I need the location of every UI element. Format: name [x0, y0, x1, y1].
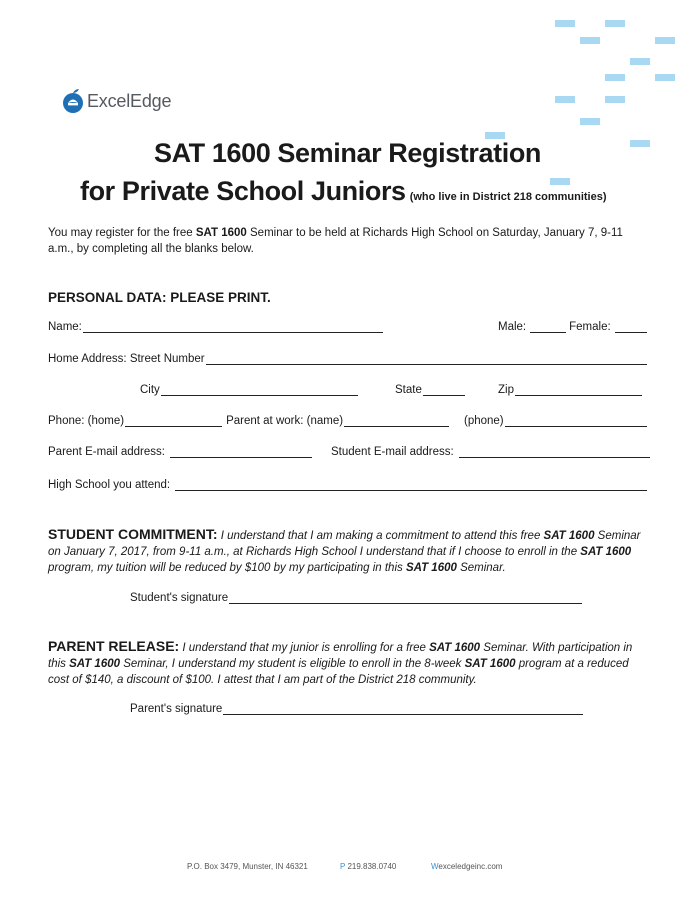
- commitment-text: program, my tuition will be reduced by $100 by my participating in this: [48, 562, 406, 574]
- parent-signature-label: Parent's signature: [130, 703, 223, 715]
- release-text: Seminar, I understand my student is eligible to enroll in the 8-week: [120, 658, 465, 670]
- student-commitment-paragraph: [48, 526, 648, 576]
- page-subtitle: [80, 176, 607, 207]
- parent-signature-field[interactable]: [223, 704, 583, 715]
- name-field[interactable]: [83, 322, 383, 333]
- footer-web: [431, 862, 502, 871]
- deco-block: [580, 118, 600, 125]
- deco-block: [655, 74, 675, 81]
- commitment-bold: SAT 1600: [405, 562, 457, 574]
- school-label: High School you attend:: [48, 479, 171, 491]
- parent-release-heading: PARENT RELEASE:: [48, 638, 180, 654]
- female-label: Female:: [569, 321, 611, 333]
- commitment-bold: SAT 1600: [580, 546, 632, 558]
- intro-text: You may register for the free: [48, 227, 196, 239]
- student-signature-label: Student's signature: [130, 592, 229, 604]
- logo-icon: [62, 88, 84, 114]
- footer-address: P.O. Box 3479, Munster, IN 46321: [187, 862, 308, 871]
- parent-phone-field[interactable]: [505, 416, 647, 427]
- commitment-bold: SAT 1600: [543, 530, 595, 542]
- footer-phone: [340, 862, 396, 871]
- web-prefix: W: [431, 862, 439, 871]
- intro-paragraph: [48, 225, 648, 257]
- deco-block: [580, 37, 600, 44]
- gender-row: [498, 321, 647, 333]
- release-text: Seminar. With participation in this: [48, 642, 633, 670]
- zip-row: [498, 384, 642, 396]
- parent-email-field[interactable]: [170, 447, 312, 458]
- release-text: I understand that my junior is enrolling for a free: [179, 642, 430, 654]
- parent-signature-row: [130, 703, 583, 715]
- phone-number: 219.838.0740: [347, 862, 397, 871]
- phone-home-label: Phone: (home): [48, 415, 125, 427]
- school-field[interactable]: [175, 480, 647, 491]
- state-label: State: [395, 384, 422, 396]
- female-field[interactable]: [615, 322, 647, 333]
- parent-work-field[interactable]: [344, 416, 449, 427]
- subtitle-text: for Private School Juniors: [80, 176, 406, 206]
- intro-bold: SAT 1600: [195, 227, 247, 239]
- subtitle-note: (who live in District 218 communities): [409, 191, 607, 203]
- parent-email-row: [48, 446, 312, 458]
- parent-phone-label: (phone): [464, 415, 504, 427]
- phone-home-field[interactable]: [125, 416, 222, 427]
- student-email-label: Student E-mail address:: [331, 446, 454, 458]
- state-row: [395, 384, 465, 396]
- zip-label: Zip: [498, 384, 514, 396]
- parent-email-label: Parent E-mail address:: [48, 446, 165, 458]
- commitment-text: I understand that I am making a commitment to attend this free: [217, 530, 544, 542]
- commitment-text: Seminar on January 7, 2017, from 9-11 a.m., at Richards High School I understand that if I choose to enroll in the: [48, 530, 641, 558]
- deco-block: [605, 74, 625, 81]
- address-label: Home Address: Street Number: [48, 353, 205, 365]
- deco-block: [630, 58, 650, 65]
- phone-row: [48, 415, 449, 427]
- release-bold: SAT 1600: [429, 642, 481, 654]
- name-row: [48, 321, 383, 333]
- parent-release-paragraph: [48, 638, 648, 688]
- zip-field[interactable]: [515, 385, 642, 396]
- deco-block: [605, 20, 625, 27]
- deco-block: [555, 20, 575, 27]
- release-bold: SAT 1600: [464, 658, 516, 670]
- school-row: [48, 479, 647, 491]
- parent-work-label: Parent at work: (name): [226, 415, 344, 427]
- parent-phone-row: [464, 415, 647, 427]
- page-title: SAT 1600 Seminar Registration: [153, 138, 542, 168]
- web-address[interactable]: exceledgeinc.com: [438, 862, 503, 871]
- personal-data-heading: PERSONAL DATA: PLEASE PRINT.: [48, 290, 271, 305]
- student-signature-field[interactable]: [229, 593, 582, 604]
- student-email-row: [331, 446, 650, 458]
- commitment-text: Seminar.: [456, 562, 506, 574]
- deco-block: [655, 37, 675, 44]
- address-field[interactable]: [206, 354, 647, 365]
- deco-block: [555, 96, 575, 103]
- student-commitment-heading: STUDENT COMMITMENT:: [48, 526, 218, 542]
- phone-prefix: P: [340, 862, 346, 871]
- city-field[interactable]: [161, 385, 358, 396]
- intro-text: Seminar to be held at Richards High School on Saturday, January 7, 9-11 a.m., by completing all the blanks below.: [48, 227, 623, 255]
- release-text: program at a reduced cost of $140, a discount of $100. I attest that I am part of the District 218 community.: [48, 658, 629, 686]
- address-row: [48, 353, 647, 365]
- city-row: [140, 384, 358, 396]
- city-label: City: [140, 384, 160, 396]
- state-field[interactable]: [423, 385, 465, 396]
- male-label: Male:: [498, 321, 527, 333]
- release-bold: SAT 1600: [69, 658, 121, 670]
- student-signature-row: [130, 592, 582, 604]
- name-label: Name:: [48, 321, 82, 333]
- brand-logo: [62, 88, 171, 114]
- student-email-field[interactable]: [459, 447, 650, 458]
- logo-wordmark: ExcelEdge: [87, 90, 172, 111]
- deco-block: [605, 96, 625, 103]
- male-field[interactable]: [530, 322, 566, 333]
